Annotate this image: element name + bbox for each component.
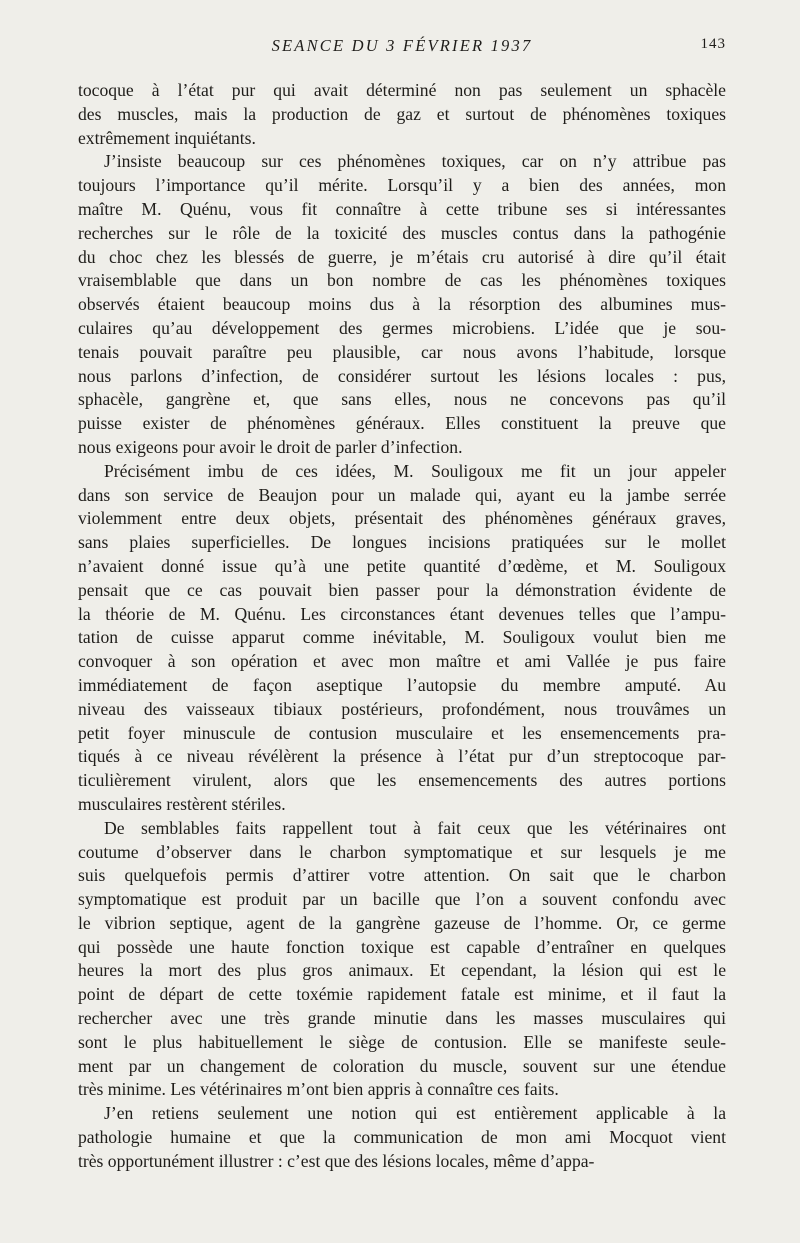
paragraph [78, 460, 726, 817]
text-line: tenais pouvait paraître peu plausible, car nous avons l’habitude, lorsque [78, 341, 726, 362]
text-line: J’insiste beaucoup sur ces phénomènes toxiques, car on n’y attribue pas [104, 151, 726, 172]
text-line: puisse exister de phénomènes généraux. Elles constituent la preuve que [78, 413, 726, 434]
text-line: niveau des vaisseaux tibiaux postérieurs, profondément, nous trouvâmes un [78, 698, 726, 719]
text-line: du choc chez les blessés de guerre, je m’étais cru autorisé à dire qu’il était [78, 246, 726, 267]
paragraph [78, 1102, 726, 1173]
text-line: culaires qu’au développement des germes microbiens. L’idée que je sou- [78, 317, 726, 338]
text-line: recherches sur le rôle de la toxicité des muscles contus dans la pathogénie [78, 222, 726, 243]
paragraph [78, 817, 726, 1103]
text-line: toujours l’importance qu’il mérite. Lorsqu’il y a bien des années, mon [78, 175, 726, 196]
page-number: 143 [700, 36, 726, 52]
page-header [78, 36, 726, 60]
paragraph [78, 150, 726, 459]
text-line: coutume d’observer dans le charbon symptomatique et sur lesquels je me [78, 841, 726, 862]
text-line: petit foyer minuscule de contusion musculaire et les ensemencements pra- [78, 722, 726, 743]
text-line: sphacèle, gangrène et, que sans elles, nous ne concevons pas qu’il [78, 389, 726, 410]
text-line: suis quelquefois permis d’attirer votre attention. On sait que le charbon [78, 865, 726, 886]
body-text [78, 79, 726, 1174]
text-line: De semblables faits rappellent tout à fait ceux que les vétérinaires ont [104, 817, 726, 838]
paragraph [78, 79, 726, 150]
text-line: observés étaient beaucoup moins dus à la résorption des albumines mus- [78, 294, 726, 315]
text-line: n’avaient donné issue qu’à une petite quantité d’œdème, et M. Souligoux [78, 555, 726, 576]
text-line: maître M. Quénu, vous fit connaître à cette tribune ses si intéressantes [78, 198, 726, 219]
text-line: point de départ de cette toxémie rapidement fatale est minime, et il faut la [78, 984, 726, 1005]
text-line: très minime. Les vétérinaires m’ont bien appris à connaître ces faits. [78, 1079, 559, 1100]
text-line: extrêmement inquiétants. [78, 127, 256, 148]
text-line: violemment entre deux objets, présentait des phénomènes généraux graves, [78, 508, 726, 529]
running-title: SEANCE DU 3 FÉVRIER 1937 [271, 36, 533, 55]
text-line: tation de cuisse apparut comme inévitable, M. Souligoux voulut bien me [78, 627, 726, 648]
text-line: tiqués à ce niveau révélèrent la présence à l’état pur d’un streptocoque par- [78, 746, 726, 767]
text-line: le vibrion septique, agent de la gangrène gazeuse de l’homme. Or, ce germe [78, 912, 726, 933]
text-line: convoquer à son opération et avec mon maître et ami Vallée je pus faire [78, 651, 726, 672]
text-line: vraisemblable que dans un bon nombre de cas les phénomènes toxiques [78, 270, 726, 291]
text-line: pensait que ce cas pouvait bien passer pour la démonstration évidente de [78, 579, 726, 600]
text-line: très opportunément illustrer : c’est que des lésions locales, même d’appa- [78, 1150, 595, 1171]
text-line: tocoque à l’état pur qui avait déterminé non pas seulement un sphacèle [78, 80, 726, 100]
text-line: qui possède une haute fonction toxique est capable d’entraîner en quelques [78, 936, 726, 957]
text-line: sans plaies superficielles. De longues incisions pratiquées sur le mollet [78, 532, 726, 553]
text-line: J’en retiens seulement une notion qui est entièrement applicable à la [104, 1103, 726, 1124]
text-line: ment par un changement de coloration du muscle, souvent sur une étendue [78, 1055, 726, 1076]
text-line: symptomatique est produit par un bacille que l’on a souvent confondu avec [78, 889, 726, 910]
text-line: rechercher avec une très grande minutie dans les masses musculaires qui [78, 1008, 726, 1029]
text-line: immédiatement de façon aseptique l’autopsie du membre amputé. Au [78, 674, 726, 695]
text-line: musculaires restèrent stériles. [78, 793, 286, 814]
text-line: nous parlons d’infection, de considérer surtout les lésions locales : pus, [78, 365, 726, 386]
text-line: la théorie de M. Quénu. Les circonstances étant devenues telles que l’ampu- [78, 603, 726, 624]
text-line: des muscles, mais la production de gaz et surtout de phénomènes toxiques [78, 103, 726, 124]
text-line: pathologie humaine et que la communication de mon ami Mocquot vient [78, 1127, 726, 1148]
text-line: ticulièrement virulent, alors que les ensemencements des autres portions [78, 770, 726, 791]
text-line: dans son service de Beaujon pour un malade qui, ayant eu la jambe serrée [78, 484, 726, 505]
text-line: sont le plus habituellement le siège de contusion. Elle se manifeste seule- [78, 1031, 726, 1052]
text-line: heures la mort des plus gros animaux. Et cependant, la lésion qui est le [78, 960, 726, 981]
text-line: Précisément imbu de ces idées, M. Souligoux me fit un jour appeler [104, 460, 726, 481]
text-line: nous exigeons pour avoir le droit de parler d’infection. [78, 436, 463, 457]
